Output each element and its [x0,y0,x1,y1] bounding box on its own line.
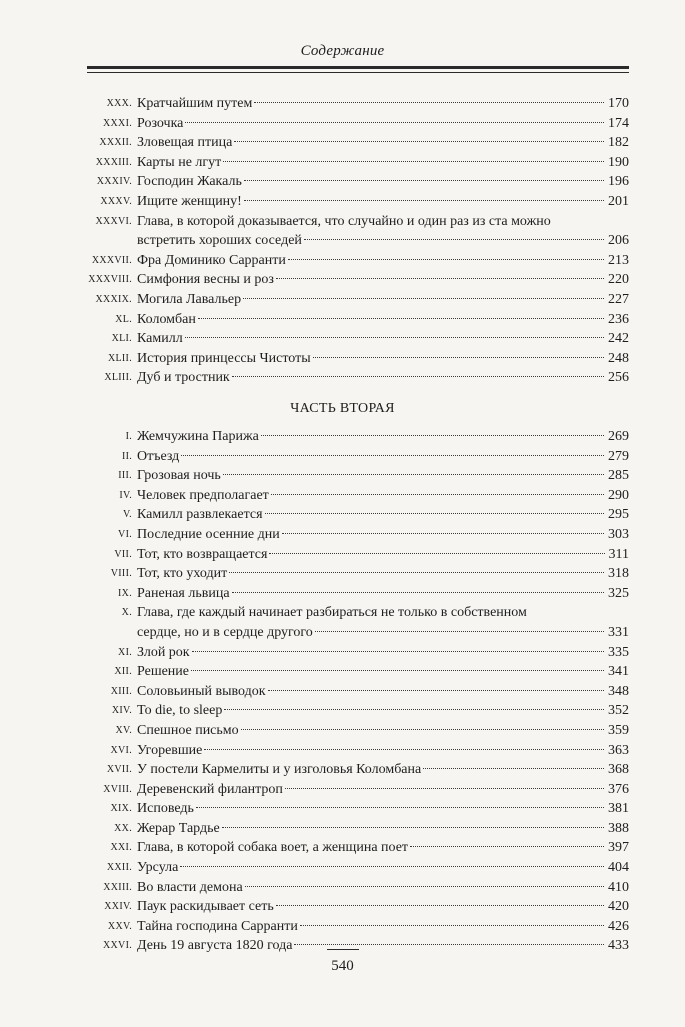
toc-entry [87,172,629,192]
chapter-title: Грозовая ночь [137,468,221,484]
toc-entry [87,878,629,898]
chapter-title: Коломбан [137,311,196,327]
dot-leader [204,749,604,750]
dot-leader [192,651,604,652]
chapter-title: День 19 августа 1820 года [137,938,293,954]
chapter-title: Камилл [137,331,183,347]
page-ref: 227 [608,291,629,307]
chapter-title: Во власти демона [137,879,243,895]
page-ref: 318 [608,566,629,582]
toc-entry [87,368,629,388]
toc-entry [87,329,629,349]
dot-leader [223,474,604,475]
chapter-number: XXXVIII. [88,274,132,286]
page-ref: 190 [608,154,629,170]
dot-leader [181,455,604,456]
toc-entry [87,486,629,506]
page-ref: 376 [608,781,629,797]
header-rule-thick [87,66,629,69]
dot-leader [304,239,604,240]
dot-leader [294,944,604,945]
chapter-title-continued: сердце, но и в сердце другого [137,624,313,640]
dot-leader [185,122,604,123]
toc-entry [87,447,629,467]
toc-entry [87,525,629,545]
toc-entry [87,838,629,858]
toc-entry [87,721,629,741]
chapter-number: VIII. [110,568,132,580]
page-ref: 290 [608,487,629,503]
chapter-number: XXXVI. [95,215,132,227]
toc-entry [87,819,629,839]
chapter-number: XXIII. [103,881,132,893]
chapter-title: Тот, кто возвращается [137,546,268,562]
page-ref: 341 [608,664,629,680]
chapter-number: XXXIX. [95,293,132,305]
chapter-number: XIX. [110,803,132,815]
chapter-number: XXXII. [99,137,132,149]
dot-leader [241,729,604,730]
chapter-number: XVI. [110,744,132,756]
page-number: 540 [331,958,354,974]
toc-entry [87,643,629,663]
chapter-title: To die, to sleep [137,703,223,719]
page-ref: 388 [608,820,629,836]
chapter-title: Последние осенние дни [137,526,280,542]
page-ref: 352 [608,703,629,719]
page-ref: 359 [608,722,629,738]
chapter-number: XXXIV. [96,176,132,188]
page-ref: 368 [608,762,629,778]
page-ref: 174 [608,115,629,131]
chapter-title: Урсула [137,860,179,876]
toc-entry [87,741,629,761]
dot-leader [223,161,604,162]
page-ref: 256 [608,370,629,386]
chapter-title: Фра Доминико Сарранти [137,252,286,268]
toc-entry [87,545,629,565]
page-ref: 331 [608,624,629,640]
chapter-title: Паук раскидывает сеть [137,899,274,915]
dot-leader [268,690,604,691]
chapter-title: Розочка [137,115,184,131]
chapter-number: XV. [115,724,132,736]
dot-leader [300,925,604,926]
page-ref: 426 [608,918,629,934]
chapter-title: Могила Лавальер [137,291,242,307]
chapter-title: Симфония весны и роз [137,272,274,288]
chapter-number: III. [118,470,132,482]
dot-leader [244,200,604,201]
chapter-title-continued: встретить хороших соседей [137,233,302,249]
chapter-title: Соловьиный выводок [137,683,266,699]
chapter-number: XI. [118,646,132,658]
chapter-number: XXVI. [103,940,132,952]
toc-entry [87,584,629,604]
chapter-number: XXXIII. [95,156,132,168]
chapter-number: XLII. [108,352,132,364]
dot-leader [261,435,604,436]
toc-entry [87,310,629,330]
toc-entry [87,94,629,114]
toc-entry [87,564,629,584]
chapter-title: Дуб и тростник [137,370,230,386]
toc-entry [87,427,629,447]
dot-leader [245,886,604,887]
page-ref: 325 [608,585,629,601]
dot-leader [423,768,604,769]
chapter-title: Тайна господина Сарранти [137,918,298,934]
dot-leader [196,807,604,808]
dot-leader [185,337,604,338]
dot-leader [224,709,604,710]
dot-leader [198,318,604,319]
chapter-title: Жерар Тардье [137,820,220,836]
chapter-title: Жемчужина Парижа [137,429,259,444]
toc-entry [87,662,629,682]
toc-entry [87,936,629,956]
page-ref: 285 [608,468,629,484]
page-ref: 381 [608,801,629,817]
toc-entry [87,251,629,271]
dot-leader [229,572,604,573]
page-ref: 206 [608,233,629,249]
dot-leader [410,846,604,847]
chapter-title: Спешное письмо [137,722,239,738]
page-ref: 348 [608,683,629,699]
dot-leader [244,180,604,181]
chapter-number: V. [122,509,132,521]
toc-part-two [87,427,629,956]
dot-leader [315,631,604,632]
page-ref: 303 [608,526,629,542]
toc-part-one [87,94,629,388]
dot-leader [191,670,604,671]
chapter-title: У постели Кармелиты и у изголовья Коломбана [137,762,422,778]
chapter-title: Карты не лгут [137,154,222,170]
folio-rule [327,949,359,950]
chapter-title: Камилл развлекается [137,507,263,523]
page-ref: 236 [608,311,629,327]
chapter-title: Глава, где каждый начинает разбираться не только в собственном [137,605,527,621]
toc-entry [87,917,629,937]
toc-entry [87,153,629,173]
toc-entry [87,603,629,642]
toc-entry [87,682,629,702]
page-ref: 335 [608,644,629,660]
chapter-number: XXV. [107,920,132,932]
chapter-number: XII. [114,666,132,678]
dot-leader [285,788,604,789]
page-ref: 397 [608,840,629,856]
dot-leader [313,357,604,358]
chapter-number: XXXI. [103,117,132,129]
dot-leader [276,905,604,906]
toc-entry [87,290,629,310]
toc-entry [87,349,629,369]
page-ref: 213 [608,252,629,268]
page-ref: 220 [608,272,629,288]
page-ref: 201 [608,193,629,209]
chapter-number: XXXVII. [91,254,132,266]
dot-leader [276,278,604,279]
dot-leader [232,376,604,377]
page-ref: 248 [608,350,629,366]
chapter-number: XLIII. [104,372,132,384]
header-rule-thin [87,72,629,73]
toc-entry [87,466,629,486]
chapter-title: Решение [137,664,190,680]
dot-leader [271,494,604,495]
chapter-title: Исповедь [137,801,194,817]
dot-leader [232,592,604,593]
toc-entry [87,212,629,251]
chapter-number: XL. [115,313,132,325]
chapter-title: Злой рок [137,644,190,660]
chapter-title: Тот, кто уходит [137,566,228,582]
chapter-title: Зловещая птица [137,135,233,151]
dot-leader [288,259,604,260]
toc-entry [87,270,629,290]
page-ref: 404 [608,860,629,876]
chapter-number: IX. [118,587,132,599]
chapter-title: Глава, в которой доказывается, что случайно и один раз из ста можно [137,213,551,229]
toc-entry [87,505,629,525]
toc-entry [87,799,629,819]
chapter-number: IV. [119,489,132,501]
page-ref: 242 [608,331,629,347]
chapter-title: Отъезд [137,448,180,464]
chapter-number: VI. [118,528,132,540]
chapter-number: XIV. [111,705,132,717]
dot-leader [243,298,604,299]
toc-entry [87,701,629,721]
dot-leader [234,141,604,142]
dot-leader [265,513,604,514]
chapter-number: XVII. [106,764,132,776]
chapter-title: Господин Жакаль [137,174,242,190]
page-ref: 363 [608,742,629,758]
page-ref: 295 [608,507,629,523]
dot-leader [254,102,604,103]
running-head: Содержание [300,43,385,59]
page-ref: 420 [608,899,629,915]
page-ref: 182 [608,135,629,151]
page-ref: 170 [608,96,629,111]
chapter-title: Угоревшие [137,742,203,758]
chapter-number: I. [125,431,132,442]
toc-entry [87,192,629,212]
toc-entry [87,897,629,917]
toc-entry [87,114,629,134]
chapter-number: XIII. [110,685,132,697]
chapter-title: Раненая львица [137,585,230,601]
page-ref: 433 [608,938,629,954]
chapter-title: Ищите женщину! [137,193,242,209]
page-ref: 269 [608,429,629,444]
dot-leader [282,533,604,534]
toc-entry [87,760,629,780]
chapter-number: II. [121,450,132,462]
toc-entry [87,858,629,878]
chapter-number: XX. [114,822,132,834]
part-two-title: ЧАСТЬ ВТОРАЯ [290,401,395,416]
chapter-number: XXI. [110,842,132,854]
chapter-title: Деревенский филантроп [137,781,283,797]
chapter-number: XXIV. [104,901,132,913]
chapter-number: XVIII. [103,783,132,795]
page-ref: 279 [608,448,629,464]
chapter-title: История принцессы Чистоты [137,350,311,366]
dot-leader [222,827,604,828]
chapter-number: X. [121,607,132,619]
page-ref: 410 [608,879,629,895]
chapter-number: VII. [114,548,132,560]
chapter-title: Человек предполагает [137,487,269,503]
chapter-number: XXII. [106,862,132,874]
chapter-title: Кратчайшим путем [137,96,253,111]
toc-entry [87,133,629,153]
dot-leader [180,866,604,867]
page-ref: 311 [608,546,629,562]
toc-entry [87,780,629,800]
dot-leader [269,553,604,554]
chapter-number: XXX. [106,98,132,109]
chapter-title: Глава, в которой собака воет, а женщина поет [137,840,409,856]
chapter-number: XLI. [111,333,132,345]
page-ref: 196 [608,174,629,190]
chapter-number: XXXV. [100,195,132,207]
